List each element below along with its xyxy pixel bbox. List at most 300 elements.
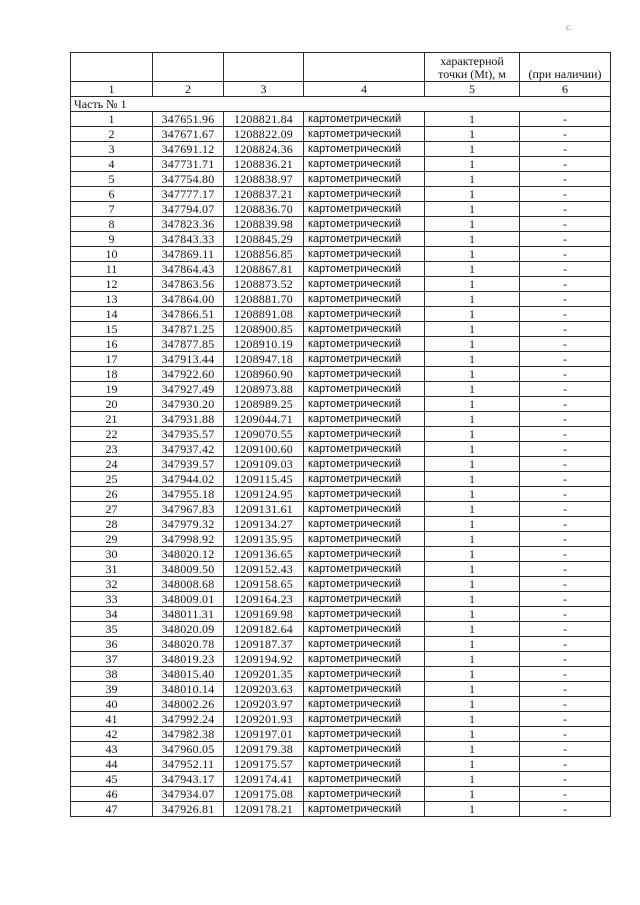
point-number-cell: 30 [71,547,153,562]
method-cell: картометрический [304,112,425,127]
accuracy-mt-cell: 1 [425,127,520,142]
note-cell: - [520,127,611,142]
method-cell: картометрический [304,172,425,187]
accuracy-mt-cell: 1 [425,292,520,307]
table-row [71,142,611,157]
coord-x-cell: 347691.12 [153,142,224,157]
accuracy-mt-cell: 1 [425,532,520,547]
table-row [71,682,611,697]
table-row [71,727,611,742]
coord-y-cell: 1209174.41 [224,772,304,787]
point-number-cell: 19 [71,382,153,397]
method-cell: картометрический [304,202,425,217]
coord-y-cell: 1209135.95 [224,532,304,547]
accuracy-mt-cell: 1 [425,232,520,247]
method-cell: картометрический [304,532,425,547]
coord-y-cell: 1209131.61 [224,502,304,517]
column-number: 4 [304,82,425,97]
point-number-cell: 28 [71,517,153,532]
coord-x-cell: 347864.43 [153,262,224,277]
note-cell: - [520,457,611,472]
coord-y-cell: 1209175.57 [224,757,304,772]
coord-x-cell: 347998.92 [153,532,224,547]
table-row [71,322,611,337]
coord-x-cell: 347934.07 [153,787,224,802]
accuracy-mt-cell: 1 [425,202,520,217]
coord-x-cell: 347927.49 [153,382,224,397]
note-cell: - [520,397,611,412]
coord-x-cell: 348020.09 [153,622,224,637]
method-cell: картометрический [304,622,425,637]
point-number-cell: 12 [71,277,153,292]
note-cell: - [520,442,611,457]
method-cell: картометрический [304,187,425,202]
method-cell: картометрический [304,562,425,577]
method-cell: картометрический [304,472,425,487]
coord-x-cell: 347651.96 [153,112,224,127]
table-row [71,172,611,187]
coord-y-cell: 1209203.63 [224,682,304,697]
accuracy-mt-cell: 1 [425,517,520,532]
point-number-cell: 22 [71,427,153,442]
accuracy-mt-cell: 1 [425,472,520,487]
table-row [71,412,611,427]
accuracy-mt-cell: 1 [425,562,520,577]
method-cell: картометрический [304,487,425,502]
accuracy-mt-cell: 1 [425,412,520,427]
coord-y-cell: 1208947.18 [224,352,304,367]
note-cell: - [520,187,611,202]
coord-y-cell: 1208973.88 [224,382,304,397]
coord-x-cell: 347955.18 [153,487,224,502]
point-number-cell: 44 [71,757,153,772]
coord-x-cell: 347731.71 [153,157,224,172]
header-col-1 [71,53,153,82]
accuracy-mt-cell: 1 [425,697,520,712]
note-cell: - [520,787,611,802]
accuracy-mt-cell: 1 [425,112,520,127]
accuracy-mt-cell: 1 [425,157,520,172]
point-number-cell: 18 [71,367,153,382]
accuracy-mt-cell: 1 [425,187,520,202]
point-number-cell: 41 [71,712,153,727]
table-row [71,667,611,682]
coord-y-cell: 1209044.71 [224,412,304,427]
accuracy-mt-cell: 1 [425,217,520,232]
coord-x-cell: 347943.17 [153,772,224,787]
coord-y-cell: 1209070.55 [224,427,304,442]
method-cell: картометрический [304,322,425,337]
coord-y-cell: 1209187.37 [224,637,304,652]
coord-x-cell: 347777.17 [153,187,224,202]
note-cell: - [520,352,611,367]
method-cell: картометрический [304,697,425,712]
method-cell: картометрический [304,412,425,427]
method-cell: картометрический [304,292,425,307]
coord-x-cell: 347952.11 [153,757,224,772]
point-number-cell: 10 [71,247,153,262]
coord-x-cell: 348019.23 [153,652,224,667]
coord-x-cell: 348011.31 [153,607,224,622]
note-cell: - [520,802,611,817]
accuracy-mt-cell: 1 [425,322,520,337]
table-row [71,427,611,442]
method-cell: картометрический [304,382,425,397]
table-row [71,757,611,772]
coord-y-cell: 1209194.92 [224,652,304,667]
coord-x-cell: 347926.81 [153,802,224,817]
table-row [71,802,611,817]
accuracy-mt-cell: 1 [425,802,520,817]
note-cell: - [520,262,611,277]
table-row [71,472,611,487]
note-cell: - [520,427,611,442]
coord-x-cell: 348009.50 [153,562,224,577]
coord-x-cell: 347930.20 [153,397,224,412]
method-cell: картометрический [304,142,425,157]
accuracy-mt-cell: 1 [425,652,520,667]
method-cell: картометрический [304,637,425,652]
table-row [71,217,611,232]
coord-y-cell: 1209109.03 [224,457,304,472]
note-cell: - [520,577,611,592]
note-cell: - [520,367,611,382]
table-row [71,547,611,562]
table-row [71,592,611,607]
point-number-cell: 32 [71,577,153,592]
point-number-cell: 47 [71,802,153,817]
note-cell: - [520,592,611,607]
table-row [71,262,611,277]
coord-x-cell: 348009.01 [153,592,224,607]
coord-x-cell: 347864.00 [153,292,224,307]
table-row [71,577,611,592]
method-cell: картометрический [304,232,425,247]
table-row [71,247,611,262]
method-cell: картометрический [304,127,425,142]
table-row [71,562,611,577]
point-number-cell: 35 [71,622,153,637]
coord-x-cell: 347982.38 [153,727,224,742]
table-row [71,742,611,757]
coord-y-cell: 1209175.08 [224,787,304,802]
coord-y-cell: 1208836.21 [224,157,304,172]
point-number-cell: 36 [71,637,153,652]
note-cell: - [520,157,611,172]
table-row [71,697,611,712]
note-cell: - [520,322,611,337]
coordinates-table [70,52,611,817]
note-cell: - [520,517,611,532]
point-number-cell: 39 [71,682,153,697]
note-cell: - [520,727,611,742]
method-cell: картометрический [304,277,425,292]
accuracy-mt-cell: 1 [425,262,520,277]
table-row [71,127,611,142]
method-cell: картометрический [304,742,425,757]
point-number-cell: 26 [71,487,153,502]
note-cell: - [520,562,611,577]
coord-x-cell: 347922.60 [153,367,224,382]
header-col-5: характерной точки (Mt), м [425,53,520,82]
coord-x-cell: 347960.05 [153,742,224,757]
coord-y-cell: 1208873.52 [224,277,304,292]
coord-x-cell: 347931.88 [153,412,224,427]
accuracy-mt-cell: 1 [425,352,520,367]
point-number-cell: 9 [71,232,153,247]
note-cell: - [520,757,611,772]
table-row [71,112,611,127]
coord-x-cell: 347944.02 [153,472,224,487]
coord-y-cell: 1208867.81 [224,262,304,277]
coord-x-cell: 347869.11 [153,247,224,262]
column-number: 6 [520,82,611,97]
method-cell: картометрический [304,307,425,322]
method-cell: картометрический [304,577,425,592]
method-cell: картометрический [304,247,425,262]
table-row [71,382,611,397]
point-number-cell: 16 [71,337,153,352]
accuracy-mt-cell: 1 [425,442,520,457]
coord-y-cell: 1208837.21 [224,187,304,202]
table-row [71,772,611,787]
coord-x-cell: 348015.40 [153,667,224,682]
note-cell: - [520,622,611,637]
accuracy-mt-cell: 1 [425,622,520,637]
point-number-cell: 31 [71,562,153,577]
header-col-2 [153,53,224,82]
table-row [71,367,611,382]
point-number-cell: 20 [71,397,153,412]
coord-y-cell: 1208881.70 [224,292,304,307]
table-row [71,337,611,352]
accuracy-mt-cell: 1 [425,547,520,562]
point-number-cell: 3 [71,142,153,157]
note-cell: - [520,172,611,187]
coord-y-cell: 1209197.01 [224,727,304,742]
note-cell: - [520,487,611,502]
note-cell: - [520,697,611,712]
accuracy-mt-cell: 1 [425,172,520,187]
method-cell: картометрический [304,592,425,607]
method-cell: картометрический [304,217,425,232]
point-number-cell: 29 [71,532,153,547]
point-number-cell: 7 [71,202,153,217]
point-number-cell: 33 [71,592,153,607]
table-row [71,202,611,217]
table-row [71,622,611,637]
point-number-cell: 1 [71,112,153,127]
method-cell: картометрический [304,667,425,682]
coord-x-cell: 348002.26 [153,697,224,712]
note-cell: - [520,412,611,427]
point-number-cell: 2 [71,127,153,142]
coord-y-cell: 1209178.21 [224,802,304,817]
point-number-cell: 40 [71,697,153,712]
corner-mark: с. [566,22,573,32]
table-row [71,607,611,622]
column-number-row [71,82,611,97]
coord-x-cell: 347937.42 [153,442,224,457]
part-label: Часть № 1 [71,97,611,112]
point-number-cell: 46 [71,787,153,802]
coord-x-cell: 347866.51 [153,307,224,322]
coord-y-cell: 1209201.35 [224,667,304,682]
point-number-cell: 8 [71,217,153,232]
method-cell: картометрический [304,712,425,727]
accuracy-mt-cell: 1 [425,502,520,517]
table-header-row [71,53,611,82]
method-cell: картометрический [304,367,425,382]
point-number-cell: 11 [71,262,153,277]
accuracy-mt-cell: 1 [425,307,520,322]
table-row [71,307,611,322]
method-cell: картометрический [304,727,425,742]
coord-x-cell: 347913.44 [153,352,224,367]
method-cell: картометрический [304,457,425,472]
accuracy-mt-cell: 1 [425,382,520,397]
point-number-cell: 42 [71,727,153,742]
point-number-cell: 38 [71,667,153,682]
table-row [71,157,611,172]
column-number: 5 [425,82,520,97]
accuracy-mt-cell: 1 [425,787,520,802]
accuracy-mt-cell: 1 [425,727,520,742]
note-cell: - [520,292,611,307]
method-cell: картометрический [304,772,425,787]
method-cell: картометрический [304,652,425,667]
coord-y-cell: 1208824.36 [224,142,304,157]
coord-y-cell: 1209100.60 [224,442,304,457]
table-row [71,442,611,457]
coord-y-cell: 1209179.38 [224,742,304,757]
accuracy-mt-cell: 1 [425,637,520,652]
accuracy-mt-cell: 1 [425,667,520,682]
point-number-cell: 37 [71,652,153,667]
accuracy-mt-cell: 1 [425,457,520,472]
table-row [71,532,611,547]
coord-x-cell: 347823.36 [153,217,224,232]
point-number-cell: 24 [71,457,153,472]
method-cell: картометрический [304,442,425,457]
method-cell: картометрический [304,157,425,172]
note-cell: - [520,142,611,157]
coord-y-cell: 1208821.84 [224,112,304,127]
coord-x-cell: 347871.25 [153,322,224,337]
header-col-6: (при наличии) [520,53,611,82]
accuracy-mt-cell: 1 [425,592,520,607]
coord-y-cell: 1208856.85 [224,247,304,262]
point-number-cell: 23 [71,442,153,457]
method-cell: картометрический [304,337,425,352]
header-col-4 [304,53,425,82]
point-number-cell: 21 [71,412,153,427]
note-cell: - [520,667,611,682]
coord-x-cell: 347935.57 [153,427,224,442]
coord-y-cell: 1208989.25 [224,397,304,412]
note-cell: - [520,532,611,547]
method-cell: картометрический [304,757,425,772]
coord-y-cell: 1208838.97 [224,172,304,187]
table-row [71,292,611,307]
note-cell: - [520,742,611,757]
accuracy-mt-cell: 1 [425,367,520,382]
point-number-cell: 6 [71,187,153,202]
method-cell: картометрический [304,427,425,442]
note-cell: - [520,202,611,217]
point-number-cell: 34 [71,607,153,622]
note-cell: - [520,607,611,622]
table-row [71,187,611,202]
column-number: 2 [153,82,224,97]
accuracy-mt-cell: 1 [425,607,520,622]
point-number-cell: 13 [71,292,153,307]
accuracy-mt-cell: 1 [425,487,520,502]
table-row [71,352,611,367]
column-number: 3 [224,82,304,97]
point-number-cell: 25 [71,472,153,487]
method-cell: картометрический [304,397,425,412]
method-cell: картометрический [304,352,425,367]
accuracy-mt-cell: 1 [425,577,520,592]
method-cell: картометрический [304,787,425,802]
accuracy-mt-cell: 1 [425,772,520,787]
table-row [71,232,611,247]
coord-y-cell: 1209124.95 [224,487,304,502]
accuracy-mt-cell: 1 [425,757,520,772]
method-cell: картометрический [304,517,425,532]
coord-x-cell: 348008.68 [153,577,224,592]
note-cell: - [520,232,611,247]
table-body [71,53,611,817]
coord-y-cell: 1209164.23 [224,592,304,607]
table-row [71,517,611,532]
table-row [71,397,611,412]
coord-y-cell: 1208900.85 [224,322,304,337]
point-number-cell: 45 [71,772,153,787]
coord-y-cell: 1208845.29 [224,232,304,247]
note-cell: - [520,712,611,727]
column-number: 1 [71,82,153,97]
note-cell: - [520,112,611,127]
part-row [71,97,611,112]
note-cell: - [520,637,611,652]
coord-x-cell: 347754.80 [153,172,224,187]
note-cell: - [520,337,611,352]
coord-x-cell: 347843.33 [153,232,224,247]
note-cell: - [520,307,611,322]
coord-x-cell: 347979.32 [153,517,224,532]
coord-y-cell: 1209134.27 [224,517,304,532]
coord-y-cell: 1209169.98 [224,607,304,622]
coord-y-cell: 1209115.45 [224,472,304,487]
note-cell: - [520,652,611,667]
point-number-cell: 4 [71,157,153,172]
table-row [71,652,611,667]
point-number-cell: 27 [71,502,153,517]
accuracy-mt-cell: 1 [425,682,520,697]
note-cell: - [520,217,611,232]
coord-y-cell: 1208910.19 [224,337,304,352]
method-cell: картометрический [304,607,425,622]
note-cell: - [520,547,611,562]
point-number-cell: 14 [71,307,153,322]
method-cell: картометрический [304,502,425,517]
method-cell: картометрический [304,262,425,277]
accuracy-mt-cell: 1 [425,712,520,727]
header-col-3 [224,53,304,82]
point-number-cell: 17 [71,352,153,367]
